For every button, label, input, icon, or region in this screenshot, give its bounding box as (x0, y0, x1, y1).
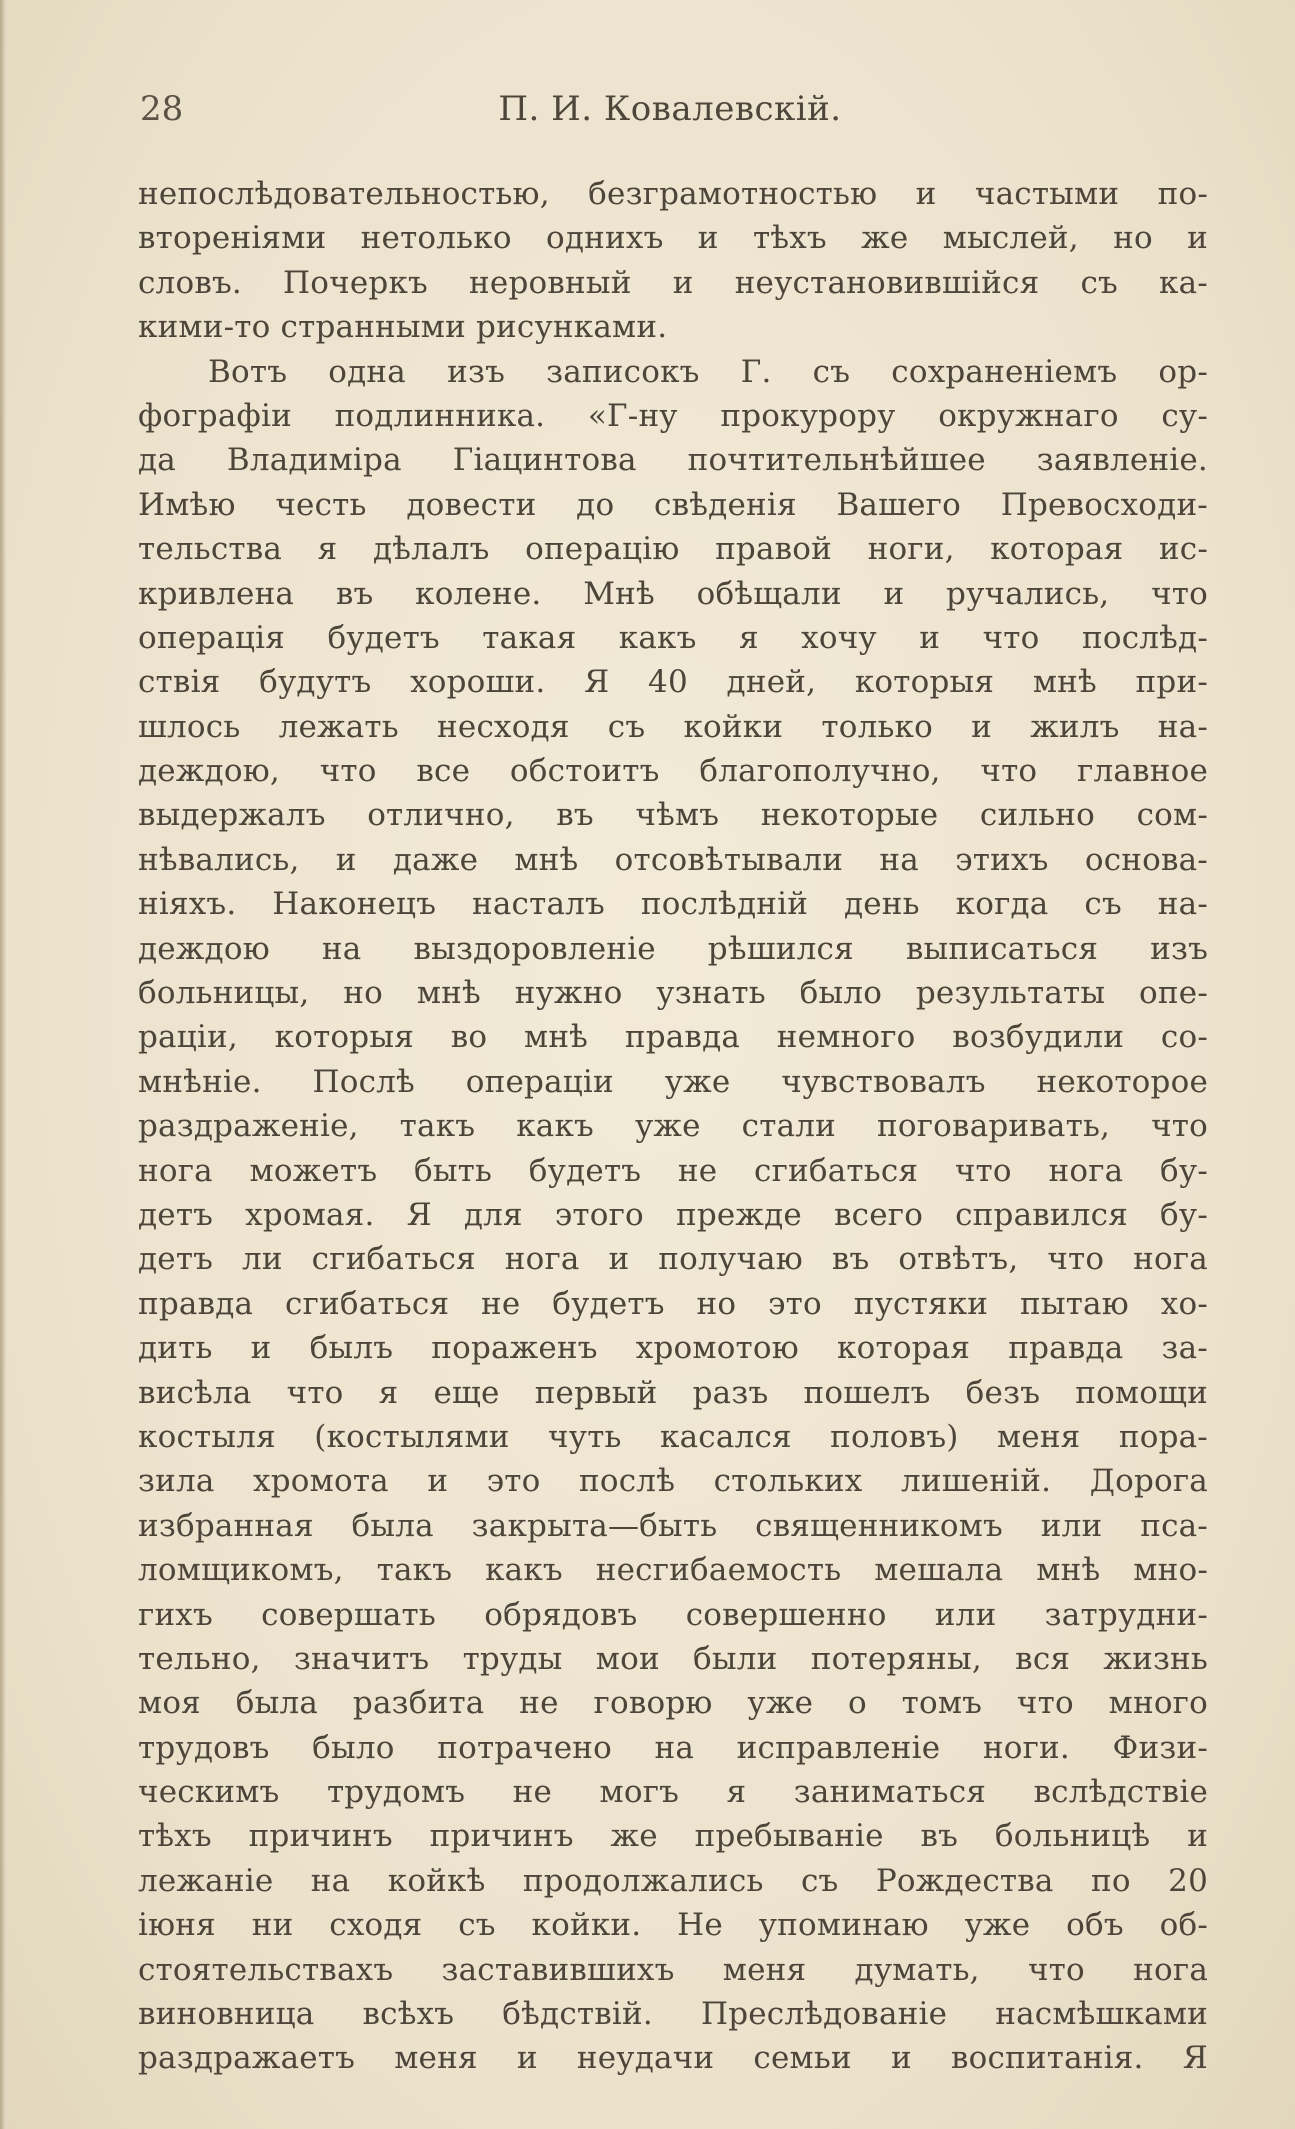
text-line: фографіи подлинника. «Г-ну прокурору окружнаго су- (138, 397, 1208, 434)
text-line: кривлена въ колене. Мнѣ обѣщали и ручались, что (138, 575, 1208, 612)
text-line: да Владиміра Гіацинтова почтительнѣйшее заявленіе. (138, 442, 1208, 479)
text-line: ствія будутъ хороши. Я 40 дней, которыя мнѣ при- (138, 664, 1208, 701)
text-line: костыля (костылями чуть касался половъ) меня пора- (138, 1418, 1208, 1455)
text-line: трудовъ было потрачено на исправленіе ноги. Физи- (138, 1729, 1208, 1766)
text-line: деждою на выздоровленіе рѣшился выписаться изъ (138, 930, 1208, 967)
text-line: словъ. Почеркъ неровный и неустановившійся съ ка- (138, 264, 1208, 301)
text-line: раздраженіе, такъ какъ уже стали поговаривать, что (138, 1108, 1208, 1145)
text-line: гихъ совершать обрядовъ совершенно или затрудни- (138, 1596, 1208, 1633)
text-line: ломщикомъ, такъ какъ несгибаемость мешала мнѣ мно- (138, 1552, 1208, 1589)
text-line: непослѣдовательностью, безграмотностью и частыми по- (138, 176, 1208, 212)
text-line: ческимъ трудомъ не могъ я заниматься вслѣдствіе (138, 1774, 1208, 1811)
text-line: моя была разбита не говорю уже о томъ что много (138, 1685, 1208, 1722)
text-line: мнѣніе. Послѣ операціи уже чувствовалъ некоторое (138, 1063, 1208, 1100)
page-header (140, 84, 1200, 134)
text-line: детъ ли сгибаться нога и получаю въ отвѣтъ, что нога (138, 1241, 1208, 1278)
text-line: правда сгибаться не будетъ но это пустяки пытаю хо- (138, 1285, 1208, 1322)
text-line: іюня ни сходя съ койки. Не упоминаю уже объ об- (138, 1907, 1208, 1944)
page-number: 28 (140, 89, 184, 129)
text-line: больницы, но мнѣ нужно узнать было результаты опе- (138, 975, 1208, 1012)
text-line: виновница всѣхъ бѣдствій. Преслѣдованіе насмѣшками (138, 1996, 1208, 2033)
text-line: кими-то странными рисунками. (138, 309, 668, 346)
text-line: выдержалъ отлично, въ чѣмъ некоторые сильно сом- (138, 797, 1208, 834)
page-edge-shadow (0, 0, 6, 2129)
text-line: тельно, значитъ труды мои были потеряны, вся жизнь (138, 1640, 1208, 1677)
text-line: тельства я дѣлалъ операцію правой ноги, которая ис- (138, 531, 1208, 568)
text-line: операція будетъ такая какъ я хочу и что послѣд- (138, 619, 1208, 656)
text-line: втореніями нетолько однихъ и тѣхъ же мыслей, но и (138, 220, 1208, 257)
text-line: зила хромота и это послѣ стольких лишеній. Дорога (138, 1463, 1208, 1500)
text-line: Вотъ одна изъ записокъ Г. съ сохраненіемъ ор- (208, 353, 1208, 390)
running-title: П. И. Ковалевскій. (498, 89, 842, 129)
text-line: стоятельствахъ заставившихъ меня думать, что нога (138, 1951, 1208, 1988)
text-line: ніяхъ. Наконецъ насталъ послѣдній день когда съ на- (138, 886, 1208, 923)
text-line: дить и былъ пораженъ хромотою которая правда за- (138, 1330, 1208, 1367)
text-line: шлось лежать несходя съ койки только и жилъ на- (138, 708, 1208, 745)
text-line: раздражаетъ меня и неудачи семьи и воспитанія. Я (138, 2040, 1208, 2077)
text-line: лежаніе на койкѣ продолжались съ Рождества по 20 (138, 1862, 1208, 1899)
text-line: избранная была закрыта—быть священникомъ или пса- (138, 1507, 1208, 1544)
text-line: детъ хромая. Я для этого прежде всего справился бу- (138, 1196, 1208, 1233)
text-line: нѣвались, и даже мнѣ отсовѣтывали на этихъ основа- (138, 841, 1208, 878)
text-line: Имѣю честь довести до свѣденія Вашего Превосходи- (138, 486, 1208, 523)
text-line: нога можетъ быть будетъ не сгибаться что нога бу- (138, 1152, 1208, 1189)
text-line: раціи, которыя во мнѣ правда немного возбудили со- (138, 1019, 1208, 1056)
text-line: висѣла что я еще первый разъ пошелъ безъ помощи (138, 1374, 1208, 1411)
text-line: деждою, что все обстоитъ благополучно, что главное (138, 753, 1208, 790)
text-line: тѣхъ причинъ причинъ же пребываніе въ больницѣ и (138, 1818, 1208, 1855)
body-text (138, 172, 1208, 2081)
